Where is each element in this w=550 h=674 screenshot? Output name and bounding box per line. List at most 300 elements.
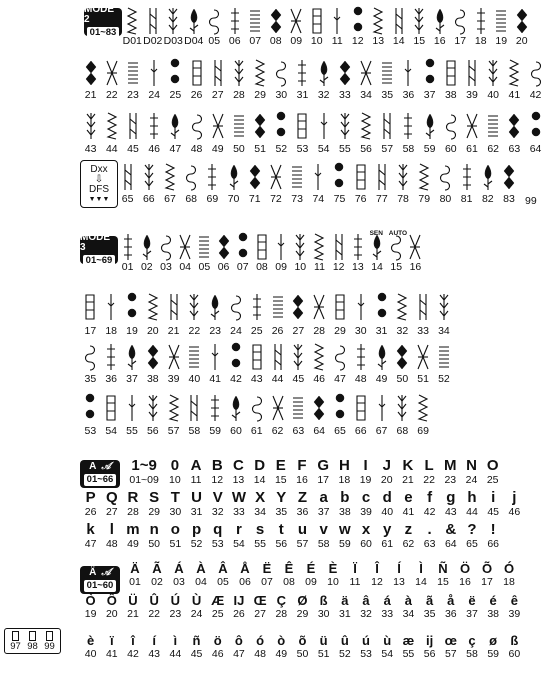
mode3-stitch-19	[122, 288, 143, 337]
stitch-number: 50	[396, 373, 409, 385]
alphabet-char-49	[122, 522, 143, 550]
character-glyph: À	[196, 561, 206, 576]
character-number: 50	[296, 648, 309, 660]
character-glyph: É	[306, 561, 316, 576]
mode2-stitch-07	[245, 6, 266, 47]
accented-row-2	[80, 594, 525, 620]
mode2-stitch-74	[308, 160, 329, 205]
character-number: 52	[339, 648, 351, 660]
alphabet-char-41	[398, 490, 419, 518]
stitch-number: 46	[313, 373, 325, 385]
accented-char-23	[165, 594, 186, 620]
stitch-number: 78	[397, 193, 409, 205]
stitch-number: 07	[249, 35, 262, 47]
mode3-stitch-06	[214, 232, 233, 273]
character-number: 31	[190, 506, 203, 518]
mode2-stitch-16	[430, 6, 451, 47]
character-number: 22	[148, 608, 160, 620]
character-number: 18	[338, 474, 351, 486]
stitch-number: 54	[317, 143, 330, 155]
stitch-pattern-icon	[292, 340, 304, 374]
stitch-number: 33	[417, 325, 429, 337]
accented-char-41	[101, 634, 122, 660]
mode3-stitch-21	[163, 288, 184, 337]
character-glyph: û	[340, 633, 349, 648]
mode3-stitch-05	[195, 232, 214, 273]
stitch-pattern-icon	[148, 108, 160, 144]
stitch-number: 79	[418, 193, 431, 205]
stitch-pattern-icon	[179, 232, 191, 262]
alphabet-char-30	[165, 490, 186, 518]
stitch-number: 44	[105, 143, 118, 155]
character-glyph: L	[424, 457, 434, 474]
mode2-stitch-77	[371, 160, 392, 205]
character-number: 35	[275, 506, 288, 518]
mode3-stitch-58	[184, 390, 205, 437]
character-glyph: ñ	[192, 633, 201, 648]
mode2-stitch-38	[440, 56, 461, 101]
stitch-number: 05	[208, 35, 221, 47]
mode2-stitch-61	[461, 108, 482, 155]
accented-char-01	[124, 562, 146, 588]
character-glyph: Ê	[284, 561, 294, 576]
character-glyph: I	[363, 457, 368, 474]
mode3-stitch-36	[101, 340, 122, 385]
accented-char-46	[207, 634, 228, 660]
stitch-number: 65	[334, 425, 346, 437]
stitch-pattern-icon	[360, 56, 372, 90]
mode2-stitch-33	[334, 56, 355, 101]
character-glyph: Ä	[130, 561, 140, 576]
stitch-number: 35	[381, 89, 394, 101]
mode2-stitch-D01	[122, 6, 143, 47]
stitch-pattern-icon	[249, 6, 261, 36]
stitch-pattern-icon	[122, 232, 134, 262]
mode3-stitch-51	[413, 340, 434, 385]
stitch-number: 68	[185, 193, 197, 205]
accented-char-09	[300, 562, 322, 588]
stitch-number: 53	[84, 425, 97, 437]
character-number: 21	[127, 608, 139, 620]
mode2-stitch-09	[286, 6, 307, 47]
character-number: 31	[339, 608, 351, 620]
mode2-stitch-80	[435, 160, 456, 205]
mode2-stitch-42	[525, 56, 546, 101]
mode3-stitch-02	[137, 232, 156, 273]
stitch-pattern-icon	[272, 288, 284, 326]
mode3-stitch-18	[101, 288, 122, 337]
character-glyph: Ã	[152, 561, 162, 576]
character-number: 44	[466, 506, 478, 518]
stitch-pattern-icon	[105, 288, 117, 326]
stitch-pattern-icon	[530, 108, 542, 144]
stitch-number: 30	[275, 89, 288, 101]
stitch-number: 55	[339, 143, 351, 155]
alphabet-badge-script: 𝒜	[101, 461, 111, 473]
alphabet-char-38	[334, 490, 355, 518]
stitch-number: 56	[146, 425, 159, 437]
mode2-stitch-28	[228, 56, 249, 101]
stitch-pattern-icon	[167, 6, 179, 36]
character-number: 38	[487, 608, 499, 620]
character-number: 54	[381, 648, 394, 660]
stitch-number: 12	[332, 261, 345, 273]
accented-char-53	[355, 634, 376, 660]
mode2-stitch-32	[313, 56, 334, 101]
character-glyph: D	[254, 457, 266, 474]
alphabet-char-23	[440, 458, 461, 486]
mode3-stitch-22	[184, 288, 205, 337]
stitch-number: 45	[292, 373, 305, 385]
stitch-number: 53	[296, 143, 309, 155]
stitch-number: 61	[250, 425, 263, 437]
character-glyph: d	[382, 489, 392, 506]
stitch-pattern-icon	[402, 108, 414, 144]
character-number: 26	[233, 608, 245, 620]
mode3-stitch-31	[371, 288, 392, 337]
stitch-number: D01	[122, 35, 142, 47]
stitch-number: 56	[360, 143, 372, 155]
mode2-stitch-69	[202, 160, 223, 205]
mode2-stitch-08	[266, 6, 287, 47]
stitch-pattern-icon	[160, 232, 172, 262]
character-number: 01~09	[129, 474, 159, 486]
character-number: 38	[339, 506, 351, 518]
mode3-stitch-15	[387, 232, 406, 273]
stitch-number: 12	[351, 35, 364, 47]
stitch-pattern-icon	[352, 232, 364, 262]
mode2-stitch-10	[307, 6, 328, 47]
character-number: 64	[444, 538, 457, 550]
stitch-pattern-icon	[438, 340, 450, 374]
stitch-pattern-icon	[275, 108, 287, 144]
mode3-stitch-25	[246, 288, 267, 337]
mode2-stitch-44	[101, 108, 122, 155]
character-glyph: r	[235, 521, 242, 538]
stitch-number: 13	[372, 35, 385, 47]
stitch-number: 06	[228, 35, 241, 47]
stitch-number: D03	[163, 35, 183, 47]
stitch-pattern-icon	[292, 288, 304, 326]
stitch-number: 14	[371, 261, 383, 273]
stitch-number: 44	[271, 373, 284, 385]
alphabet-char-57	[292, 522, 313, 550]
mode3-stitch-12	[329, 232, 348, 273]
character-glyph: a	[319, 489, 328, 506]
alphabet-char-25	[482, 458, 503, 486]
alphabet-char-20	[376, 458, 397, 486]
character-glyph: &	[445, 521, 457, 538]
accented-char-04	[190, 562, 212, 588]
character-number: 50	[148, 538, 160, 550]
alphabet-char-13	[228, 458, 249, 486]
accented-char-25	[207, 594, 228, 620]
stitch-number: 25	[250, 325, 263, 337]
stitch-number: 69	[417, 425, 429, 437]
stitch-number: 16	[433, 35, 446, 47]
stitch-pattern-icon	[233, 108, 245, 144]
stitch-number: 20	[146, 325, 159, 337]
stitch-pattern-icon	[516, 6, 528, 36]
mode3-stitch-28	[309, 288, 330, 337]
mode3-stitch-07	[233, 232, 252, 273]
alphabet-char-35	[271, 490, 292, 518]
character-glyph: ê	[510, 593, 518, 608]
character-number: 62	[402, 538, 415, 550]
alphabet-char-54	[228, 522, 249, 550]
stitch-number: 61	[466, 143, 478, 155]
accented-char-05	[212, 562, 234, 588]
stitch-pattern-icon	[143, 160, 155, 194]
stitch-pattern-icon	[291, 160, 303, 194]
stitch-pattern-icon	[313, 340, 325, 374]
stitch-number: 55	[126, 425, 138, 437]
stitch-number: 10	[310, 35, 323, 47]
alphabet-char-19	[355, 458, 376, 486]
mode2-stitch-24	[144, 56, 165, 101]
character-number: 20	[105, 608, 118, 620]
character-number: 66	[487, 538, 499, 550]
stitch-number: 07	[236, 261, 249, 273]
character-number: 28	[127, 506, 139, 518]
accented-char-59	[483, 634, 504, 660]
character-glyph: e	[404, 489, 413, 506]
accented-char-42	[122, 634, 143, 660]
mode3-stitch-41	[205, 340, 226, 385]
character-glyph: ä	[341, 593, 349, 608]
accented-char-30	[313, 594, 334, 620]
memory-slot-99: 99	[44, 641, 55, 652]
character-number: 43	[444, 506, 457, 518]
mode3-badge-range: 01~69	[83, 255, 116, 267]
character-glyph: s	[255, 521, 265, 538]
stitch-pattern-icon	[270, 6, 282, 36]
stitch-number: 73	[291, 193, 303, 205]
mode3-stitch-55	[122, 390, 143, 437]
stitch-number: 81	[460, 193, 473, 205]
mode3-stitch-26	[267, 288, 288, 337]
mode2-stitch-72	[265, 160, 286, 205]
character-number: 43	[148, 648, 160, 660]
accented-char-03	[168, 562, 190, 588]
stitch-pattern-icon	[164, 160, 176, 194]
character-glyph: é	[489, 593, 497, 608]
alphabet-row-1	[124, 458, 503, 486]
character-glyph: G	[317, 457, 329, 474]
stitch-pattern-icon	[168, 288, 180, 326]
stitch-pattern-icon	[256, 232, 268, 262]
character-glyph: p	[191, 521, 202, 538]
stitch-pattern-icon	[461, 160, 473, 194]
stitch-pattern-icon	[352, 6, 364, 36]
character-glyph: q	[213, 521, 223, 538]
character-number: 20	[380, 474, 393, 486]
mode3-row-4	[80, 390, 434, 437]
mode2-stitch-52	[271, 108, 292, 155]
mode2-stitch-05	[204, 6, 225, 47]
stitch-number: 82	[481, 193, 494, 205]
stitch-number: 35	[84, 373, 97, 385]
stitch-number: 50	[233, 143, 245, 155]
stitch-pattern-icon	[230, 340, 242, 374]
character-glyph: ô	[234, 633, 243, 648]
mode2-stitch-51	[250, 108, 271, 155]
accented-char-47	[228, 634, 249, 660]
stitch-number: 60	[230, 425, 242, 437]
alphabet-char-58	[313, 522, 334, 550]
mode2-stitch-12	[348, 6, 369, 47]
character-number: 11	[190, 474, 202, 486]
character-number: 22	[423, 474, 435, 486]
character-number: 46	[508, 506, 521, 518]
character-glyph: F	[297, 457, 307, 474]
accented-char-55	[398, 634, 419, 660]
stitch-pattern-icon	[272, 340, 284, 374]
mode3-stitch-57	[163, 390, 184, 437]
accented-char-16	[454, 562, 476, 588]
character-glyph: Í	[397, 561, 401, 576]
alphabet-row-3	[80, 522, 504, 550]
stitch-number: 57	[381, 143, 394, 155]
stitch-pattern-icon	[376, 160, 388, 194]
stitch-pattern-icon	[84, 390, 96, 426]
character-glyph: Ï	[353, 561, 357, 576]
mode2-stitch-60	[440, 108, 461, 155]
alphabet-char-10	[164, 458, 185, 486]
character-number: 13	[232, 474, 245, 486]
mode3-stitch-10	[291, 232, 310, 273]
mode2-stitch-11	[327, 6, 348, 47]
accented-char-24	[186, 594, 207, 620]
mode2-badge-range: 01~83	[87, 27, 120, 39]
character-glyph: Æ	[211, 593, 225, 608]
mode2-stitch-06	[225, 6, 246, 47]
accented-char-19	[80, 594, 101, 620]
mode3-stitch-35	[80, 340, 101, 385]
character-glyph: Ü	[128, 593, 138, 608]
mode2-stitch-14	[389, 6, 410, 47]
mode2-stitch-30	[271, 56, 292, 101]
stitch-pattern-icon	[218, 232, 230, 262]
character-glyph: Ñ	[438, 561, 448, 576]
stitch-pattern-icon	[126, 390, 138, 426]
stitch-number: 36	[105, 373, 118, 385]
mode2-stitch-D04	[184, 6, 205, 47]
accented-char-08	[278, 562, 300, 588]
accented-char-50	[292, 634, 313, 660]
alphabet-char-36	[292, 490, 313, 518]
dfs-line2: DFS	[89, 184, 109, 195]
character-number: 41	[105, 648, 118, 660]
memory-slot-icon	[29, 631, 36, 641]
stitch-number: 22	[188, 325, 201, 337]
accented-char-15	[432, 562, 454, 588]
alphabet-char-51	[165, 522, 186, 550]
stitch-pattern-icon	[127, 108, 139, 144]
accented-char-39	[504, 594, 525, 620]
stitch-number: 47	[169, 143, 182, 155]
stitch-number: 37	[423, 89, 436, 101]
stitch-number: 77	[376, 193, 388, 205]
mode2-stitch-41	[504, 56, 525, 101]
accented-char-14	[410, 562, 432, 588]
character-glyph: à	[404, 593, 413, 608]
stitch-pattern-icon	[413, 6, 425, 36]
character-number: 14	[253, 474, 266, 486]
character-glyph: W	[231, 489, 246, 506]
character-glyph: Ô	[106, 593, 117, 608]
character-glyph: V	[212, 489, 223, 506]
character-glyph: T	[170, 489, 180, 506]
accented-char-31	[334, 594, 355, 620]
stitch-pattern-icon	[482, 160, 494, 194]
stitch-pattern-icon	[424, 56, 436, 90]
alphabet-row-2	[80, 490, 525, 518]
mode2-stitch-13	[368, 6, 389, 47]
stitch-pattern-icon	[191, 108, 203, 144]
alphabet-char-47	[80, 522, 101, 550]
mode2-stitch-26	[186, 56, 207, 101]
mode3-stitch-49	[371, 340, 392, 385]
character-number: 17	[317, 474, 330, 486]
mode3-stitch-37	[122, 340, 143, 385]
stitch-pattern-icon	[206, 160, 218, 194]
character-number: 53	[211, 538, 224, 550]
stitch-pattern-icon	[339, 108, 351, 144]
mode2-stitch-40	[483, 56, 504, 101]
stitch-pattern-icon	[106, 108, 118, 144]
stitch-pattern-icon	[487, 108, 499, 144]
character-glyph: È	[328, 561, 338, 576]
accented-char-34	[398, 594, 419, 620]
mode2-stitch-31	[292, 56, 313, 101]
mode2-stitch-15	[409, 6, 430, 47]
accented-char-38	[483, 594, 504, 620]
alphabet-char-63	[419, 522, 440, 550]
character-glyph: w	[339, 521, 351, 538]
stitch-number: 46	[148, 143, 160, 155]
stitch-pattern-icon	[251, 288, 263, 326]
mode3-row-2	[80, 288, 454, 337]
character-glyph: Å	[240, 561, 250, 576]
stitch-pattern-icon	[251, 390, 263, 426]
stitch-pattern-icon	[311, 6, 323, 36]
stitch-number: 29	[334, 325, 346, 337]
stitch-pattern-icon	[417, 340, 429, 374]
mode2-stitch-27	[207, 56, 228, 101]
stitch-pattern-icon	[292, 390, 304, 426]
alphabet-char-53	[207, 522, 228, 550]
stitch-number: 47	[334, 373, 346, 385]
mode3-stitch-39	[163, 340, 184, 385]
character-number: 57	[444, 648, 457, 660]
stitch-pattern-icon	[296, 108, 308, 144]
stitch-number: 08	[269, 35, 282, 47]
stitch-number: 17	[454, 35, 467, 47]
stitch-number: 49	[211, 143, 224, 155]
character-glyph: ij	[425, 633, 434, 648]
character-number: 15	[274, 474, 287, 486]
stitch-number: 27	[211, 89, 224, 101]
stitch-pattern-icon	[169, 108, 181, 144]
mode2-stitch-55	[334, 108, 355, 155]
alphabet-char-50	[144, 522, 165, 550]
accented-char-18	[498, 562, 520, 588]
mode2-stitch-21	[80, 56, 101, 101]
character-glyph: R	[127, 489, 139, 506]
alphabet-char-29	[144, 490, 165, 518]
stitch-number: 24	[148, 89, 160, 101]
